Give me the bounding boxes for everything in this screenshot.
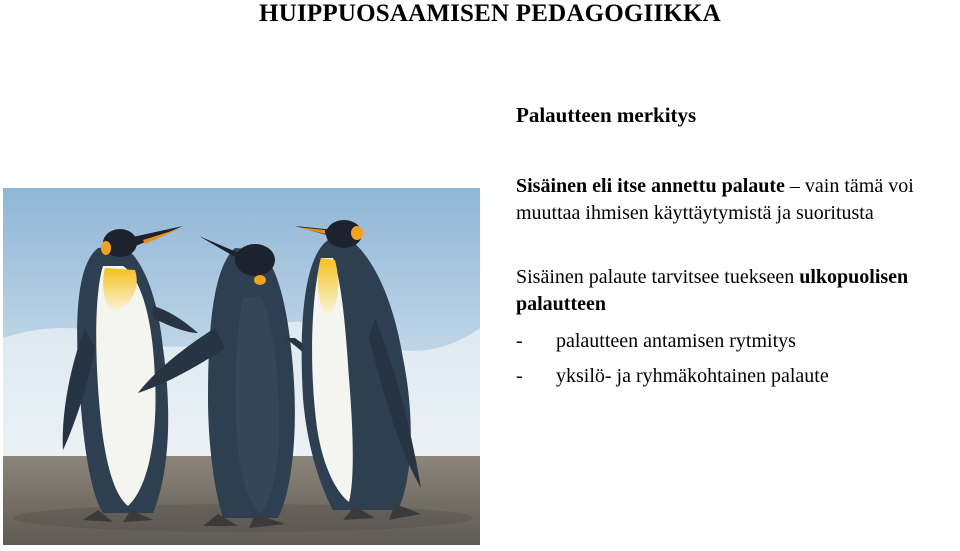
slide-title: HUIPPUOSAAMISEN PEDAGOGIIKKA: [259, 0, 721, 27]
bullet-item: [516, 363, 829, 390]
bullet-text: palautteen antamisen rytmitys: [556, 330, 796, 352]
internal-feedback-bold: Sisäinen eli itse annettu palaute: [516, 175, 785, 197]
bullet-marker: -: [516, 365, 523, 387]
slide-subtitle: Palautteen merkitys: [516, 103, 697, 127]
bullet-marker: -: [516, 330, 523, 352]
bullet-item: [516, 328, 796, 355]
penguins-photo: [3, 188, 480, 545]
external-feedback-text: Sisäinen palaute tarvitsee tuekseen: [516, 266, 800, 288]
external-feedback-bold: ulkopuolisen palautteen: [516, 266, 909, 315]
internal-feedback-text: – vain tämä voi muuttaa ihmisen käyttäytymistä ja suoritusta: [516, 175, 914, 224]
bullet-text: yksilö- ja ryhmäkohtainen palaute: [556, 365, 829, 387]
paragraph-internal-feedback: [516, 173, 958, 227]
paragraph-external-feedback: [516, 264, 958, 318]
